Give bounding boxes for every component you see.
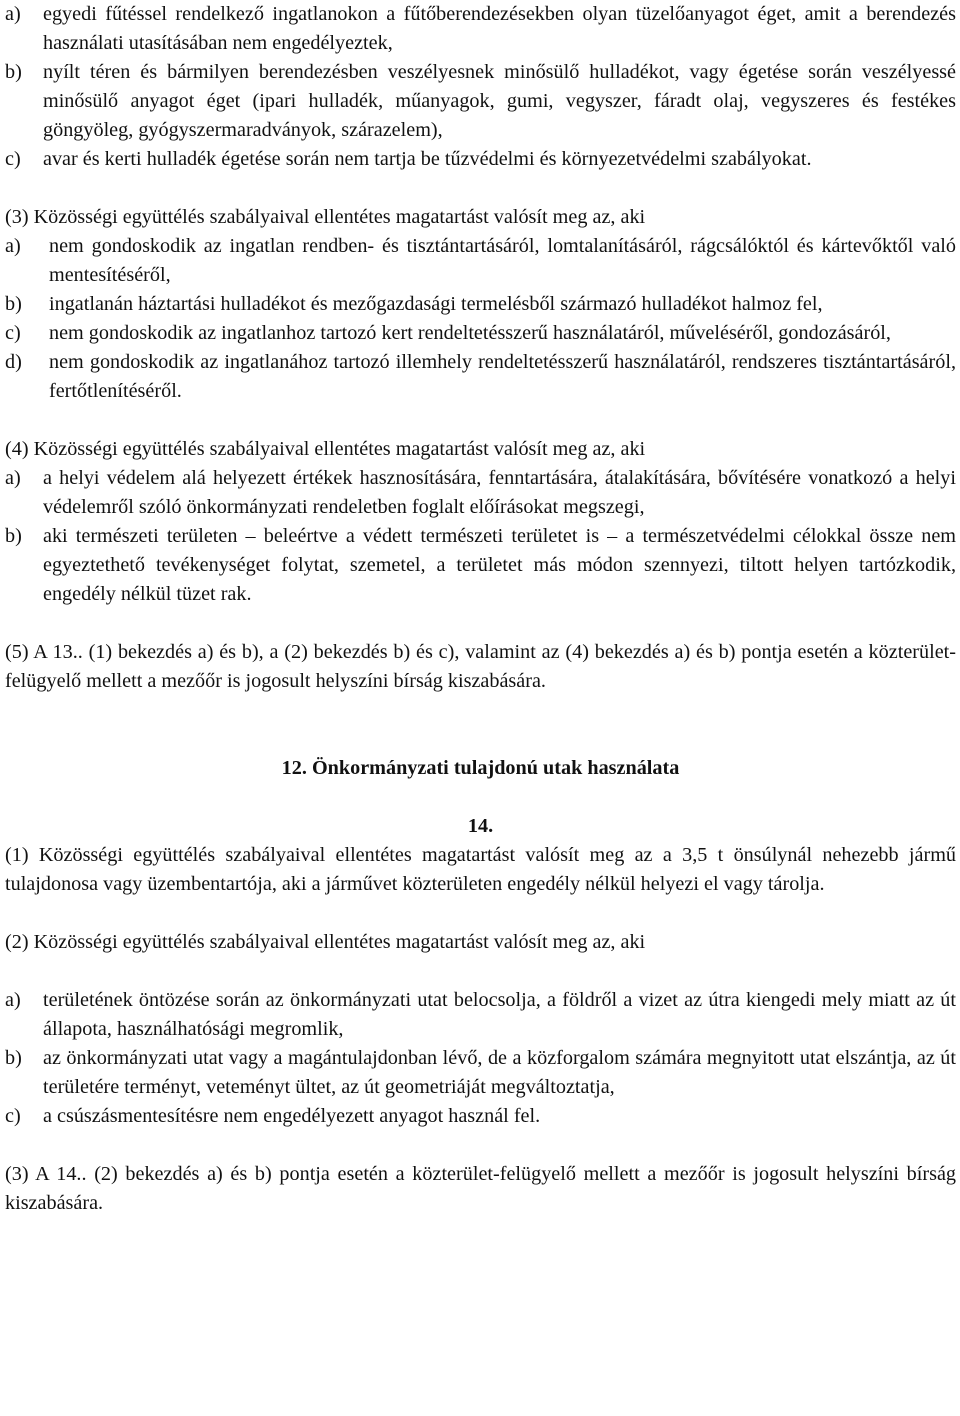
item-label: b) [5, 293, 22, 315]
list-item [5, 319, 956, 348]
paragraph-3-intro: (3) Közösségi együttélés szabályaival ellentétes magatartást valósít meg az, aki [5, 206, 646, 228]
paragraph-5: (5) A 13.. (1) bekezdés a) és b), a (2) bekezdés b) és c), valamint az (4) bekezdés a) és b) pontja esetén a közterület-felügyelő mellett a mezőőr is jogosult helyszíni bírság kiszabására. [5, 641, 956, 692]
section-14-paragraph-1: (1) Közösségi együttélés szabályaival ellentétes magatartást valósít meg az a 3,5 t önsúlynál nehezebb jármű tulajdonosa vagy üzembentartója, aki a járművet közterületen engedély nélkül helyezi el vagy tárolja. [5, 844, 956, 895]
item-label: a) [5, 467, 21, 489]
list-item [5, 58, 956, 145]
item-text: az önkormányzati utat vagy a magántulajdonban lévő, de a közforgalom számára megnyitott utat elszántja, az út területére terményt, veteményt ültet, az út geometriáját megváltoztatja, [43, 1047, 956, 1098]
item-label: c) [5, 322, 21, 344]
list-item [5, 290, 956, 319]
list-item [5, 232, 956, 290]
item-label: c) [5, 148, 21, 170]
item-list-s14-p2 [5, 986, 956, 1131]
item-label: a) [5, 989, 21, 1011]
item-text: a csúszásmentesítésre nem engedélyezett anyagot használ fel. [43, 1105, 541, 1127]
item-text: nyílt téren és bármilyen berendezésben veszélyesnek minősülő hulladékot, vagy égetése során veszélyessé minősülő anyagot éget (ipari hulladék, műanyagok, gumi, vegyszer, fáradt olaj, vegyszeres és festékes göngyöleg, gyógyszermaradványok, szárazelem), [43, 61, 956, 141]
item-list-para3 [5, 232, 956, 406]
item-label: c) [5, 1105, 21, 1127]
item-text: aki természeti területen – beleértve a védett természeti területet is – a természetvédelmi célokkal össze nem egyeztethető tevékenységet folytat, szemetel, a területet más módon szennyezi, tiltott helyen tartózkodik, engedély nélkül tüzet rak. [43, 525, 956, 605]
list-item [5, 145, 956, 174]
section-number: 14. [467, 815, 494, 837]
list-item [5, 1102, 956, 1131]
item-label: d) [5, 351, 22, 373]
item-list-block1 [5, 0, 956, 174]
item-label: b) [5, 61, 22, 83]
item-text: avar és kerti hulladék égetése során nem tartja be tűzvédelmi és környezetvédelmi szabályokat. [43, 148, 812, 170]
section-14-paragraph-2-intro: (2) Közösségi együttélés szabályaival ellentétes magatartást valósít meg az, aki [5, 931, 646, 953]
list-item [5, 986, 956, 1044]
list-item [5, 348, 956, 406]
item-text: egyedi fűtéssel rendelkező ingatlanokon a fűtőberendezésekben olyan tüzelőanyagot éget, amit a berendezés használati utasításában nem engedélyeztek, [43, 3, 956, 54]
list-item [5, 464, 956, 522]
item-label: b) [5, 1047, 22, 1069]
list-item [5, 0, 956, 58]
item-list-para4 [5, 464, 956, 609]
item-text: nem gondoskodik az ingatlanához tartozó illemhely rendeltetésszerű használatáról, rendszeres tisztántartásáról, fertőtlenítéséről. [49, 351, 956, 402]
item-text: nem gondoskodik az ingatlanhoz tartozó kert rendeltetésszerű használatáról, műveléséről, gondozásáról, [49, 322, 891, 344]
paragraph-4-intro: (4) Közösségi együttélés szabályaival ellentétes magatartást valósít meg az, aki [5, 438, 646, 460]
item-label: a) [5, 3, 21, 25]
item-text: a helyi védelem alá helyezett értékek hasznosítására, fenntartására, átalakítására, bővítésére vonatkozó a helyi védelemről szóló önkormányzati rendeletben foglalt előírásokat megszegi, [43, 467, 956, 518]
item-text: ingatlanán háztartási hulladékot és mezőgazdasági termelésből származó hulladékot halmoz fel, [49, 293, 823, 315]
list-item [5, 1044, 956, 1102]
item-label: a) [5, 235, 21, 257]
section-14-paragraph-3: (3) A 14.. (2) bekezdés a) és b) pontja esetén a közterület-felügyelő mellett a mezőőr is jogosult helyszíni bírság kiszabására. [5, 1163, 956, 1214]
item-text: területének öntözése során az önkormányzati utat belocsolja, a földről a vizet az útra kiengedi mely miatt az út állapota, használhatósági megromlik, [43, 989, 956, 1040]
item-label: b) [5, 525, 22, 547]
list-item [5, 522, 956, 609]
chapter-title: 12. Önkormányzati tulajdonú utak használata [281, 757, 680, 779]
item-text: nem gondoskodik az ingatlan rendben- és tisztántartásáról, lomtalanításáról, rágcsálóktól és kártevőktől való mentesítéséről, [49, 235, 956, 286]
